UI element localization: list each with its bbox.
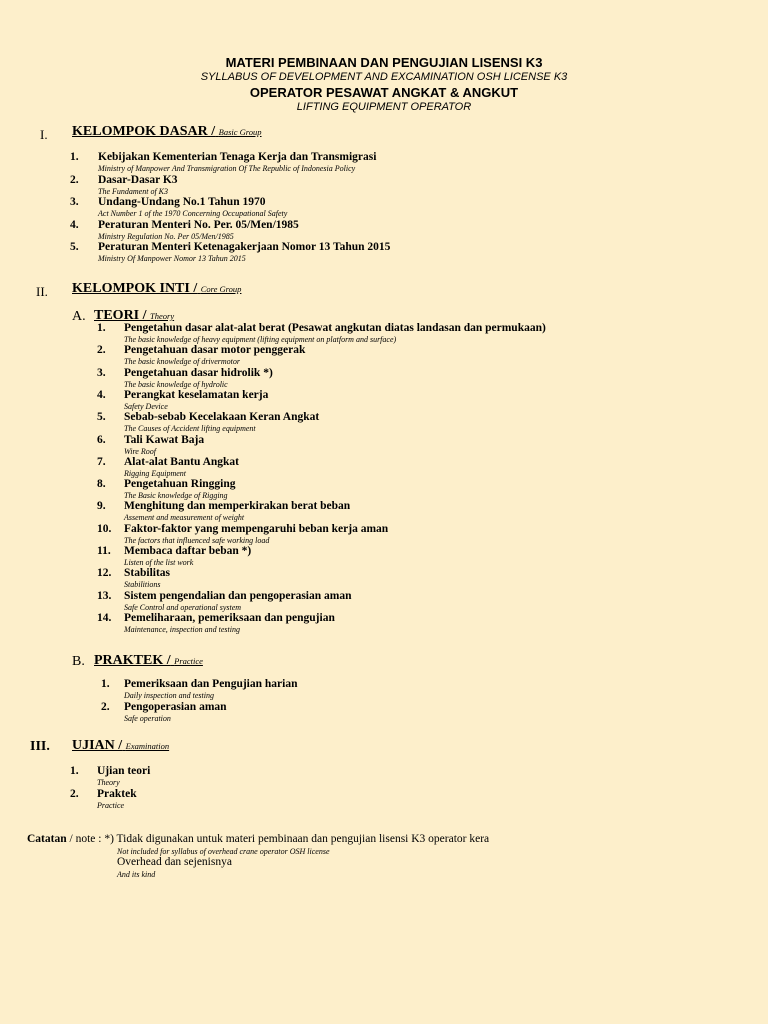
list-item-en: The Basic knowledge of Rigging (124, 491, 228, 501)
section-2-title-id: KELOMPOK INTI / (72, 281, 198, 296)
list-item-number: 5. (70, 241, 79, 253)
note-line (27, 833, 489, 845)
list-item-number: 1. (97, 322, 106, 334)
section-3-title-en: Examination (125, 741, 170, 751)
list-item: Ujian teori (97, 765, 151, 777)
list-item-en: Daily inspection and testing (124, 691, 214, 700)
list-item-number: 12. (97, 567, 112, 580)
section-2-roman: II. (36, 284, 48, 299)
list-item-en: The Fundament of K3 (98, 186, 168, 196)
list-item-en: Wire Roof (124, 446, 156, 456)
doc-title: MATERI PEMBINAAN DAN PENGUJIAN LISENSI K3 (225, 55, 543, 70)
note-line-2-en: And its kind (117, 870, 156, 879)
list-item: Pemeliharaan, pemeriksaan dan pengujian (124, 611, 335, 624)
list-item-number: 10. (97, 522, 112, 535)
list-item-en: Safe operation (124, 713, 171, 723)
doc-subtitle-en: LIFTING EQUIPMENT OPERATOR (296, 101, 472, 113)
list-item-number: 2. (70, 173, 79, 186)
list-item-en: Ministry Regulation No. Per 05/Men/1985 (98, 231, 234, 241)
list-item-en: The basic knowledge of drivermotor (124, 357, 240, 367)
list-item: Praktek (97, 787, 137, 800)
list-item-number: 9. (97, 500, 106, 513)
list-item-number: 2. (70, 787, 79, 800)
sub-b-title-id: PRAKTEK / (94, 653, 171, 668)
list-item-en: Safety Device (124, 401, 168, 411)
list-item-number: 8. (97, 478, 106, 491)
list-item: Pengetahuan dasar hidrolik *) (124, 366, 273, 379)
list-item-number: 13. (97, 589, 112, 602)
list-item-en: The factors that influenced safe working load (124, 535, 270, 545)
sub-b-title-en: Practice (174, 656, 203, 666)
list-item: Undang-Undang No.1 Tahun 1970 (98, 196, 266, 208)
section-3-title (72, 738, 169, 754)
list-item-number: 2. (101, 700, 110, 713)
list-item-en: Listen of the list work (124, 558, 194, 567)
list-item: Faktor-faktor yang mempengaruhi beban kerja aman (124, 522, 389, 535)
section-1-roman: I. (40, 127, 48, 142)
note-text: / note : *) Tidak digunakan untuk materi pembinaan dan pengujian lisensi K3 operator kera (69, 833, 490, 845)
list-item: Tali Kawat Baja (124, 433, 205, 446)
list-item-en: Ministry Of Manpower Nomor 13 Tahun 2015 (98, 254, 246, 263)
list-item: Sistem pengendalian dan pengoperasian aman (124, 589, 352, 602)
list-item-en: Assement and measurement of weight (124, 513, 245, 523)
list-item-number: 11. (97, 545, 111, 557)
list-item-number: 4. (97, 388, 106, 401)
list-item: Pengoperasian aman (124, 700, 227, 713)
note-line-1-en: Not included for syllabus of overhead crane operator OSH license (117, 847, 330, 856)
list-item-en: The Causes of Accident lifting equipment (124, 424, 256, 434)
list-item: Menghitung dan memperkirakan berat beban (124, 500, 351, 513)
list-item: Dasar-Dasar K3 (98, 173, 178, 186)
section-2-title-en: Core Group (200, 284, 242, 294)
list-item-en: Rigging Equipment (124, 468, 186, 478)
list-item-en: The basic knowledge of heavy equipment (lifting equipment on platform and surface) (124, 335, 397, 344)
list-item-en: Theory (97, 778, 120, 787)
list-item-number: 3. (97, 366, 106, 379)
list-item: Peraturan Menteri Ketenagakerjaan Nomor 13 Tahun 2015 (98, 241, 391, 253)
note-label: Catatan (27, 833, 67, 845)
list-item-number: 4. (70, 218, 79, 231)
list-item-number: 7. (97, 455, 106, 468)
list-item-en: The basic knowledge of hydrolic (124, 379, 228, 389)
list-item-en: Safe Control and operational system (124, 602, 242, 612)
list-item: Sebab-sebab Kecelakaan Keran Angkat (124, 411, 320, 424)
sub-a-letter: A. (72, 309, 86, 324)
list-item: Alat-alat Bantu Angkat (124, 455, 240, 468)
list-item-en: Act Number 1 of the 1970 Concerning Occupational Safety (98, 209, 288, 218)
sub-a-title-id: TEORI / (94, 308, 147, 323)
section-2-title (72, 281, 241, 297)
list-item-en: Practice (97, 800, 125, 810)
sub-a-title-en: Theory (150, 311, 175, 321)
section-1-title-en: Basic Group (218, 127, 262, 137)
section-1-title (72, 124, 262, 140)
section-3-title-id: UJIAN / (72, 738, 123, 753)
list-item: Pemeriksaan dan Pengujian harian (124, 678, 298, 690)
list-item: Peraturan Menteri No. Per. 05/Men/1985 (98, 218, 299, 231)
sub-b-title (94, 653, 203, 669)
list-item: Kebijakan Kementerian Tenaga Kerja dan Transmigrasi (98, 151, 377, 163)
section-1-title-id: KELOMPOK DASAR / (72, 124, 216, 139)
list-item: Membaca daftar beban *) (124, 545, 252, 557)
list-item-number: 3. (70, 196, 79, 208)
list-item-number: 6. (97, 433, 106, 446)
list-item: Stabilitas (124, 567, 171, 580)
list-item-number: 1. (70, 765, 79, 777)
list-item: Pengetahuan Ringging (124, 478, 236, 491)
list-item-en: Maintenance, inspection and testing (124, 624, 240, 634)
list-item-en: Ministry of Manpower And Transmigration Of The Republic of Indonesia Policy (98, 164, 356, 173)
note-line-2: Overhead dan sejenisnya (117, 856, 232, 868)
list-item-en: Stabilitions (124, 580, 161, 590)
list-item-number: 14. (97, 611, 112, 624)
list-item-number: 1. (101, 678, 110, 690)
doc-title-en: SYLLABUS OF DEVELOPMENT AND EXCAMINATION OSH LICENSE K3 (200, 71, 568, 83)
list-item-number: 2. (97, 344, 106, 357)
list-item-number: 1. (70, 151, 79, 163)
section-3-roman: III. (30, 739, 50, 754)
sub-b-letter: B. (72, 654, 85, 669)
list-item: Perangkat keselamatan kerja (124, 388, 269, 401)
doc-subtitle: OPERATOR PESAWAT ANGKAT & ANGKUT (249, 85, 519, 100)
list-item-number: 5. (97, 411, 106, 424)
list-item: Pengetahuan dasar motor penggerak (124, 344, 306, 357)
list-item: Pengetahun dasar alat-alat berat (Pesawat angkutan diatas landasan dan permukaan) (124, 322, 546, 334)
